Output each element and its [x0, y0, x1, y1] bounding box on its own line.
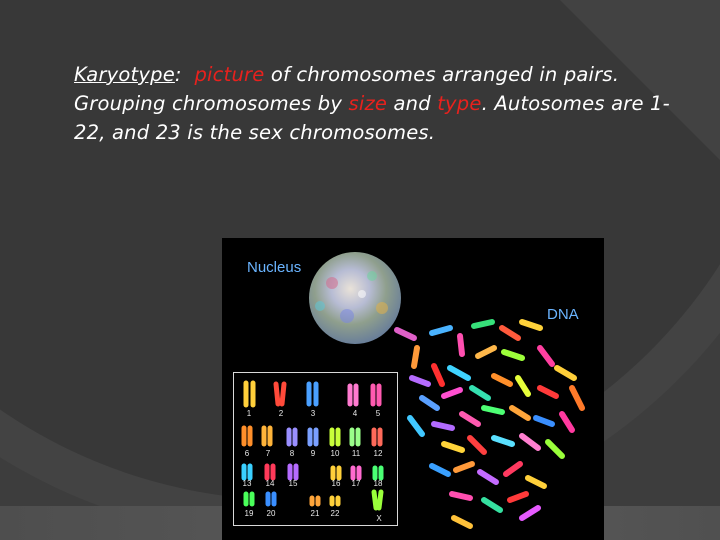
chromosome-number: 13 [242, 479, 252, 488]
chromosome-number: 7 [265, 449, 271, 458]
chromosome-number: 20 [266, 509, 276, 518]
chromosome-number: 10 [330, 449, 340, 458]
chromosome-number: 16 [331, 479, 341, 488]
karyotype-box [233, 372, 398, 526]
chromosome-number: 9 [310, 449, 316, 458]
chromosome-label-x: X [376, 514, 382, 523]
chromosome-number: 4 [352, 409, 358, 418]
chromosome-number: 18 [373, 479, 383, 488]
highlight-size: size [348, 92, 388, 115]
body-text-1: of chromosomes arranged in pairs. Grouping chromosomes by [74, 63, 620, 115]
chromosome-number: 5 [375, 409, 381, 418]
term-colon: : [174, 63, 182, 86]
term-karyotype: Karyotype [74, 63, 175, 86]
chromosome-number: 6 [244, 449, 250, 458]
chromosome-number: 12 [373, 449, 383, 458]
chromosome-number: 1 [246, 409, 252, 418]
chromosome-number: 2 [278, 409, 284, 418]
karyotype-figure [222, 238, 604, 540]
chromosome-number: 19 [244, 509, 254, 518]
nucleus-label: Nucleus [247, 259, 302, 276]
highlight-type: type [437, 92, 482, 115]
chromosome-number: 15 [288, 479, 298, 488]
body-text-2: . Autosomes are 1-22, and 23 is the sex chromosomes. [74, 92, 670, 144]
dna-label: DNA [547, 306, 579, 323]
slide-body-text [74, 60, 694, 147]
chromosome-number: 8 [289, 449, 295, 458]
chromosome-number: 22 [330, 509, 340, 518]
chromosome-number: 11 [351, 449, 361, 458]
chromosome-number: 17 [351, 479, 361, 488]
highlight-picture: picture [194, 63, 265, 86]
body-text-and: and [387, 92, 438, 115]
chromosome-number: 3 [310, 409, 316, 418]
chromosome-number: 21 [310, 509, 320, 518]
chromosome-number: 14 [265, 479, 275, 488]
nucleus-cell [309, 252, 401, 344]
scattered-chromosomes [397, 322, 582, 526]
